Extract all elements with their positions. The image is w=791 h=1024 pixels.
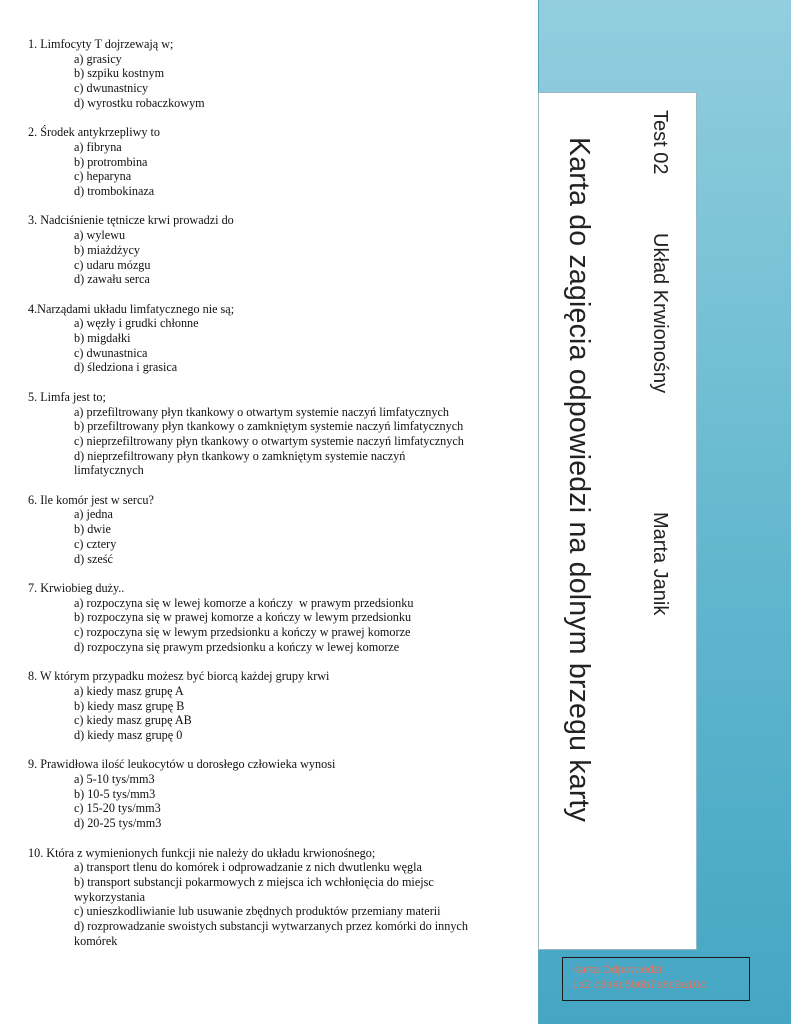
question-text: 6. Ile komór jest w sercu? xyxy=(28,492,154,507)
option-c: c) 15-20 tys/mm3 xyxy=(74,801,161,816)
questions-list xyxy=(28,37,533,963)
option-c: c) kiedy masz grupę AB xyxy=(74,713,192,728)
option-b: b) miażdżycy xyxy=(74,242,140,257)
question-text: 10. Która z wymienionych funkcji nie należy do układu krwionośnego; xyxy=(28,845,376,860)
option-b: b) dwie xyxy=(74,522,111,537)
answer-key-box xyxy=(562,957,750,1001)
question-5 xyxy=(28,390,533,478)
option-c: c) nieprzefiltrowany płyn tkankowy o otwartym systemie naczyń limfatycznych xyxy=(74,433,464,448)
question-1 xyxy=(28,37,533,111)
option-b: b) transport substancji pokarmowych z miejsca ich wchłonięcia do miejsc wykorzystania xyxy=(74,874,434,904)
question-text: 4.Narządami układu limfatycznego nie są; xyxy=(28,301,235,316)
question-text: 3. Nadciśnienie tętnicze krwi prowadzi do xyxy=(28,213,234,228)
question-8 xyxy=(28,669,533,743)
option-a: a) 5-10 tys/mm3 xyxy=(74,772,155,787)
option-d: d) rozprowadzanie swoistych substancji wytwarzanych przez komórki do innych komórek xyxy=(74,919,468,948)
question-3 xyxy=(28,213,533,287)
option-d: d) nieprzefiltrowany płyn tkankowy o zamkniętym systemie naczyń limfatycznych xyxy=(74,448,406,478)
option-d: d) 20-25 tys/mm3 xyxy=(74,816,162,831)
option-b: b) protrombina xyxy=(74,154,148,169)
question-text: 8. W którym przypadku możesz być biorcą każdej grupy krwi xyxy=(28,669,330,684)
answer-key-code: 1a2 c3a4c5b6b7a8c9a10c xyxy=(572,979,706,991)
option-d: d) trombokinaza xyxy=(74,184,155,199)
question-text: 5. Limfa jest to; xyxy=(28,389,106,404)
option-a: a) przefiltrowany płyn tkankowy o otwartym systemie naczyń limfatycznych xyxy=(74,404,449,419)
option-d: d) sześć xyxy=(74,551,113,566)
option-c: c) unieszkodliwianie lub usuwanie zbędnych produktów przemiany materii xyxy=(74,904,441,919)
question-text: 1. Limfocyty T dojrzewają w; xyxy=(28,37,174,51)
option-b: b) rozpoczyna się w prawej komorze a kończy w lewym przedsionku xyxy=(74,610,412,625)
option-b: b) przefiltrowany płyn tkankowy o zamkniętym systemie naczyń limfatycznych xyxy=(74,419,464,434)
option-c: c) heparyna xyxy=(74,169,132,184)
option-b: b) 10-5 tys/mm3 xyxy=(74,786,156,801)
option-a: a) rozpoczyna się w lewej komorze a kończy w prawym przedsionku xyxy=(74,595,414,610)
option-c: c) dwunastnica xyxy=(74,345,148,360)
option-d: d) rozpoczyna się prawym przedsionku a kończy w lewej komorze xyxy=(74,639,400,654)
option-c: c) cztery xyxy=(74,536,117,551)
option-b: b) migdałki xyxy=(74,331,131,346)
option-a: a) transport tlenu do komórek i odprowadzanie z nich dwutlenku węgla xyxy=(74,860,422,875)
option-c: c) dwunastnicy xyxy=(74,81,149,96)
question-6 xyxy=(28,493,533,567)
option-d: d) kiedy masz grupę 0 xyxy=(74,727,183,742)
question-text: 2. Środek antykrzepliwy to xyxy=(28,125,161,140)
option-a: a) wylewu xyxy=(74,228,126,243)
fold-card-title: Karta do zagięcia odpowiedzi na dolnym brzegu karty xyxy=(563,137,595,823)
option-a: a) jedna xyxy=(74,507,113,522)
option-d: d) wyrostku robaczkowym xyxy=(74,95,205,110)
option-a: a) kiedy masz grupę A xyxy=(74,683,184,698)
answer-key-label: Karta Odpowiedzi xyxy=(572,964,662,976)
question-text: 9. Prawidłowa ilość leukocytów u dorosłego człowieka wynosi xyxy=(28,757,336,772)
question-2 xyxy=(28,125,533,199)
option-d: d) zawału serca xyxy=(74,272,150,287)
option-a: a) grasicy xyxy=(74,51,122,66)
option-a: a) węzły i grudki chłonne xyxy=(74,316,199,331)
option-c: c) rozpoczyna się w lewym przedsionku a kończy w prawej komorze xyxy=(74,625,411,640)
question-9 xyxy=(28,757,533,831)
option-c: c) udaru mózgu xyxy=(74,257,151,272)
question-7 xyxy=(28,581,533,655)
option-b: b) szpiku kostnym xyxy=(74,66,165,81)
question-text: 7. Krwiobieg duży.. xyxy=(28,580,125,595)
option-a: a) fibryna xyxy=(74,139,122,154)
question-4 xyxy=(28,302,533,376)
test-subject: Układ Krwionośny xyxy=(649,233,671,394)
test-number: Test 02 xyxy=(649,110,671,175)
option-d: d) śledziona i grasica xyxy=(74,360,178,375)
option-b: b) kiedy masz grupę B xyxy=(74,698,185,713)
test-author: Marta Janik xyxy=(649,512,671,616)
question-10 xyxy=(28,846,533,949)
